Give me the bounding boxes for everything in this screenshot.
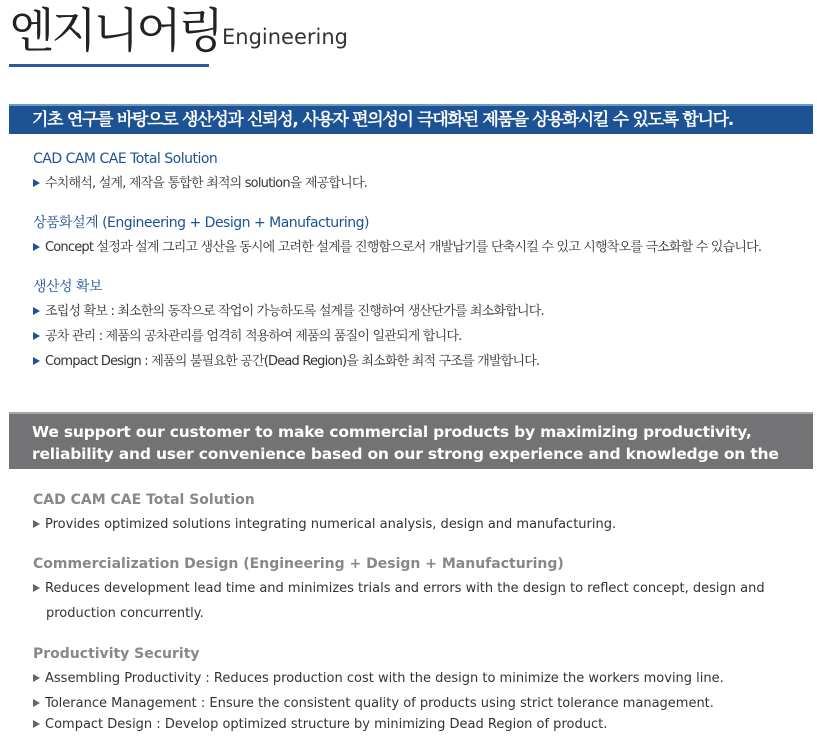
english-item-text: Provides optimized solutions integrating numerical analysis, design and manufacturing. [45,517,617,532]
english-item-text: Compact Design : Develop optimized structure by minimizing Dead Region of product. [45,717,608,732]
triangle-right-icon [33,520,40,528]
title-underline [9,64,209,67]
korean-banner: 기초 연구를 바탕으로 생산성과 신뢰성, 사용자 편의성이 극대화된 제품을 상용화시킬 수 있도록 합니다. [9,104,813,134]
page-title-english: Engineering [222,25,348,49]
triangle-right-icon [33,332,40,340]
english-item-text: Assembling Productivity : Reduces production cost with the design to minimize the workers moving line. [45,671,724,686]
triangle-right-icon [33,307,40,315]
triangle-right-icon [33,179,40,187]
english-list-item [33,512,793,537]
triangle-right-icon [33,243,40,251]
english-list-item [33,576,793,626]
korean-item-text: 수치해석, 설계, 제작을 통합한 최적의 solution을 제공합니다. [45,176,367,191]
korean-list-item [33,349,539,374]
english-list-item [33,666,793,691]
korean-heading-cad-cam-cae: CAD CAM CAE Total Solution [33,151,218,167]
english-heading-cad-cam-cae: CAD CAM CAE Total Solution [33,492,255,508]
triangle-right-icon [33,584,40,592]
korean-list-item [33,235,761,260]
english-heading-productivity: Productivity Security [33,646,200,662]
page-header [9,4,222,66]
korean-item-text: 조립성 확보 : 최소한의 동작으로 작업이 가능하도록 설계를 진행하여 생산단가를 최소화합니다. [45,304,544,319]
korean-list-item [33,299,544,324]
english-heading-commercialization: Commercialization Design (Engineering + Design + Manufacturing) [33,556,564,572]
english-item-text: Reduces development lead time and minimizes trials and errors with the design to reflect concept, design and production concurrently. [45,581,765,621]
page-title-korean: 엔지니어링 [9,4,222,59]
korean-heading-productivity: 생산성 확보 [33,279,103,295]
korean-heading-commercialization: 상품화설계 (Engineering + Design + Manufacturing) [33,215,369,231]
triangle-right-icon [33,357,40,365]
korean-item-text: Compact Design : 제품의 불필요한 공간(Dead Region)을 최소화한 최적 구조를 개발합니다. [45,354,540,369]
english-item-text: Tolerance Management : Ensure the consistent quality of products using strict tolerance management. [45,696,714,711]
korean-item-text: Concept 설정과 설계 그리고 생산을 동시에 고려한 설계를 진행함으로서 개발납기를 단축시킬 수 있고 시행착오를 극소화할 수 있습니다. [45,240,762,255]
triangle-right-icon [33,720,40,728]
korean-list-item [33,324,462,349]
triangle-right-icon [33,699,40,707]
korean-item-text: 공차 관리 : 제품의 공차관리를 엄격히 적용하여 제품의 품질이 일관되게 합니다. [45,329,462,344]
english-list-item [33,712,793,737]
triangle-right-icon [33,674,40,682]
english-banner: We support our customer to make commercial products by maximizing productivity, reliability and user convenience based on our strong experience and knowledge on the fundamental research. [9,412,813,469]
korean-list-item [33,171,367,196]
